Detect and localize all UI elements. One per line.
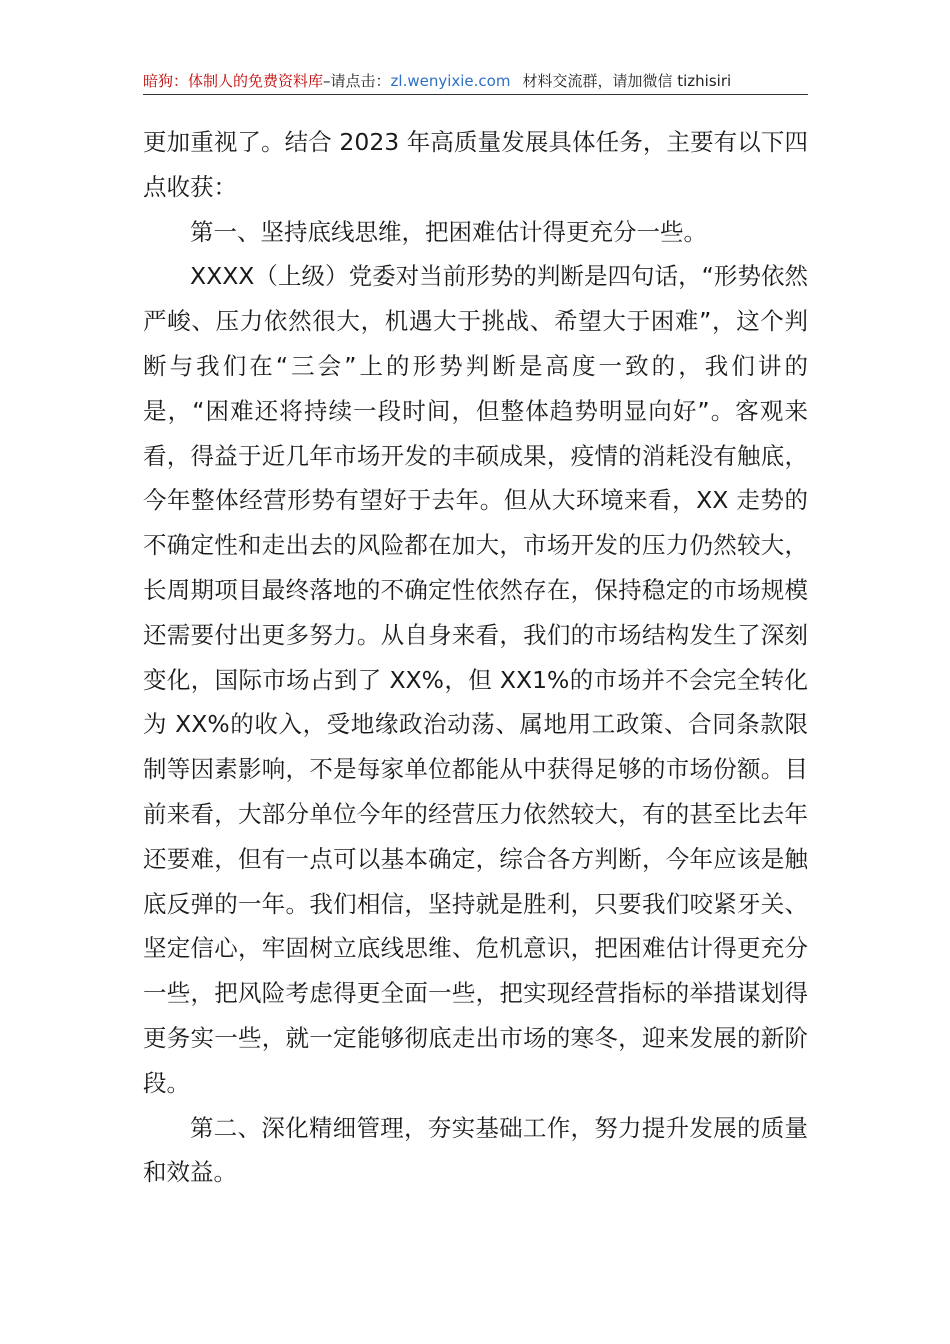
header-brand: 暗狗：体制人的免费资料库 bbox=[143, 72, 324, 90]
header-click-prompt: –请点击： bbox=[323, 72, 391, 90]
paragraph-main: XXXX（上级）党委对当前形势的判断是四句话，“形势依然严峻、压力依然很大，机遇大于挑战、希望大于困难”，这个判断与我们在“三会”上的形势判断是高度一致的，我们讲的是，“困难还将持续一段时间，但整体趋势明显向好”。客观来看，得益于近几年市场开发的丰硕成果，疫情的消耗没有触底，今年整体经营形势有望好于去年。但从大环境来看，XX 走势的不确定性和走出去的风险都在加大，市场开发的压力仍然较大，长周期项目最终落地的不确定性依然存在，保持稳定的市场规模还需要付出更多努力。从自身来看，我们的市场结构发生了深刻变化，国际市场占到了 XX%，但 XX1%的市场并不会完全转化为 XX%的收入，受地缘政治动荡、属地用工政策、合同条款限制等因素影响，不是每家单位都能从中获得足够的市场份额。目前来看，大部分单位今年的经营压力依然较大，有的甚至比去年还要难，但有一点可以基本确定，综合各方判断，今年应该是触底反弹的一年。我们相信，坚持就是胜利，只要我们咬紧牙关、坚定信心，牢固树立底线思维、危机意识，把困难估计得更充分一些，把风险考虑得更全面一些，把实现经营指标的举措谋划得更务实一些，就一定能够彻底走出市场的寒冬，迎来发展的新阶段。 bbox=[143, 262, 808, 1097]
document-body bbox=[143, 120, 808, 1195]
page-header bbox=[143, 68, 808, 95]
paragraph-continuation: 更加重视了。结合 2023 年高质量发展具体任务，主要有以下四点收获： bbox=[143, 128, 808, 201]
section-heading-first: 第一、坚持底线思维，把困难估计得更充分一些。 bbox=[190, 217, 707, 246]
header-link[interactable]: zl.wenyixie.com bbox=[390, 72, 511, 90]
section-heading-second: 第二、深化精细管理，夯实基础工作，努力提升发展的质量和效益。 bbox=[143, 1113, 808, 1187]
header-group-note: 材料交流群，请加微信 tizhisiri bbox=[522, 72, 732, 90]
